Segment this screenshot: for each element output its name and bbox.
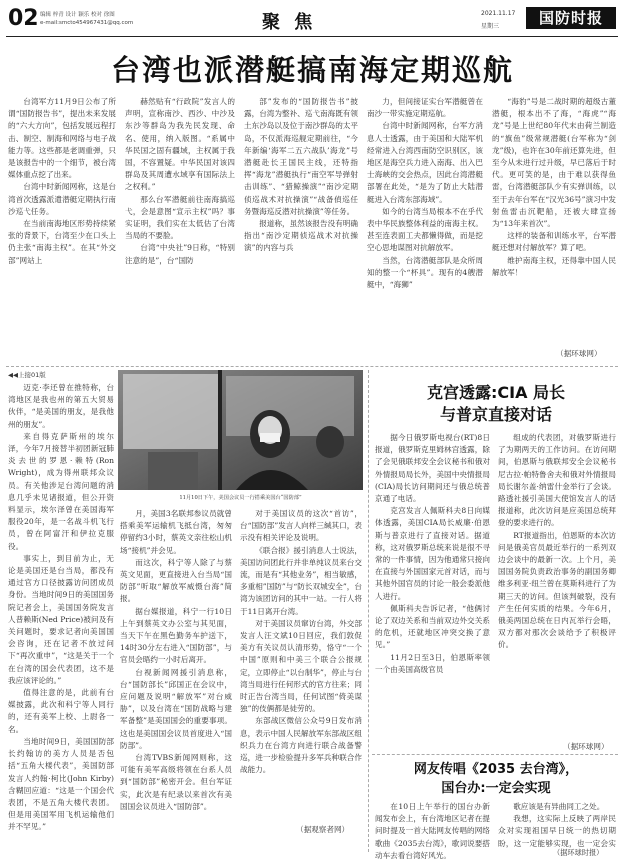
article-paragraph: 《联合报》援引消息人士说法，美国访问团此行并非单纯议员来台交流，而是有“其他业务”，相当敏感，多重相”国防”与“防长双城安全”，台湾为该团访问的其中一站。一行人将于11日离开台湾。 bbox=[240, 545, 362, 616]
story2-col-2 bbox=[498, 432, 616, 740]
article-paragraph: 力，但间接证实台军潜艇曾在南沙一带实施定期巡航。 bbox=[367, 97, 483, 119]
article-paragraph: 赫然贴有“行政院”发言人的声明，宣称南沙、西沙、中沙及东沙等群岛为我先民发现、命名、使用，纳入版图。“系属中华民国之固有疆域，主权属于我国，不容置疑。中华民国对该四群岛及其周遭水域享有国际法上之权利。” bbox=[125, 97, 235, 192]
page-number: 02 bbox=[8, 6, 39, 31]
continued-tag: ◀◀上接01版 bbox=[8, 371, 46, 379]
article-paragraph: 报道称，虽然该报告没有明确指出“南沙定期侦巡战术对抗操演”的内容与兵 bbox=[244, 219, 358, 253]
top-story-col-3 bbox=[244, 96, 358, 362]
article-paragraph: 组成的代表团，对俄罗斯进行了为期两天的工作访问。在访问期间，伯恩斯与俄联邦安全会议秘书尼古拉·帕特鲁舍夫和俄对外情报局局长谢尔盖·纳雷什金举行了会谈。路透社援引美国大使馆发言人的话报道称，此次访问是应美国总统拜登的要求进行的。 bbox=[498, 433, 616, 528]
article-paragraph: 迈克·李还曾在推特称，台湾地区是我也州的第五大贸易伙伴，“是美国的朋友，是我他州的朋友”。 bbox=[8, 383, 114, 429]
top-story-rule bbox=[6, 366, 618, 367]
article-paragraph: 台湾TVBS新闻网则称，这可能有美军高级将领在台系人员到“国防部”秘密开会。但台军证实，此次是有纪录以来首次有美国国会议员进入“国防部”。 bbox=[120, 753, 232, 811]
editors-line: 编辑 梓青 设计 颖乐 校对 徐图 bbox=[40, 12, 115, 18]
article-paragraph: 值得注意的是，此前有台媒披露，此次和科宁等人同行的，还有美军上校、上尉各一名。 bbox=[8, 688, 114, 734]
top-story-col-1 bbox=[8, 96, 116, 362]
article-paragraph: 据台媒报道，科宁一行10日上午到蔡英文办公室与其见面，当天下午在黑色勤务车护送下，14时30分左右进入“国防部”，与官员会晤约一小时后离开。 bbox=[120, 606, 232, 665]
article-paragraph: 东部战区微信公众号9日发布消息，表示中国人民解放军东部战区组织兵力在台湾方向进行联合战备警巡，进一步检验提升多军兵种联合作战能力。 bbox=[240, 716, 362, 775]
issue-weekday: 星期三 bbox=[481, 23, 500, 30]
article-paragraph: 在10日上午举行的国台办新闻发布会上，有台湾地区记者在提问时提及一首大陆网友传唱的网络歌曲《2035去台湾》，歌词说要搭动车去看台湾好风光。 bbox=[375, 802, 490, 859]
story3-headline-line-1: 网友传唱《2035 去台湾》， bbox=[413, 762, 579, 777]
article-paragraph: 台湾中时新闻网称，这是台湾首次透露派遣潜艇定期执行南沙巡弋任务。 bbox=[8, 182, 116, 216]
article-paragraph: 克宫发言人佩斯科夫8日向媒体透露，美国CIA局长威廉·伯恩斯与普京进行了直接对话。据道称，这对俄罗斯总统来说是很不寻常的一件事情，因为他通常只接向在直接与外国国家元首对话，而与其他外国官员的讨论一般会委派他人进行。 bbox=[375, 506, 490, 601]
photo-caption: 11月10日下午，美国会议员一行搭乘美国台“国防部” bbox=[179, 495, 302, 501]
continued-col-1 bbox=[8, 382, 114, 834]
story2-col-1 bbox=[375, 432, 490, 752]
article-paragraph: 当然，台湾潜艇部队是众所周知的整一个“杯具”。现有的4艘潜艇中，“海狮” bbox=[367, 255, 483, 290]
article-paragraph: 月，美国3名联邦参议员就曾搭乘美军运输机飞抵台湾，匆匆停留约3小时，蔡英文亲往松山机场“接机”并会见。 bbox=[120, 509, 232, 555]
story2-headline-line-2: 与普京直接对话 bbox=[439, 405, 552, 424]
article-paragraph: 来自得克萨斯州的埃尔泽，今年7月接替半初团新冠肺炎去世的罗恩·赖特(Ron Wright)，成为得州联邦众议员。有关他涉足台湾问题的消息几乎未见诸报道，但公开资料显示，埃尔泽曾在美国海军服役20年，是一名战斗机飞行员，曾在阿富汗和伊拉克服役。 bbox=[8, 431, 114, 551]
main-headline: 台湾也派潜艇搞南海定期巡航 bbox=[110, 53, 514, 87]
article-paragraph: 我想，这实际上反映了两岸民众对实现祖国早日统一的热切期盼，这一定能够实现，也一定会实 bbox=[498, 814, 616, 848]
article-paragraph: 台湾军方11月9日公布了所谓“国防报告书”，提出未来发展的“六大方向”，包括发展远程打击、制空、制海和网络与电子战能力等。这些都是老调重弹，只是该报告中的一个细节，被台湾媒体重点挖了出来。 bbox=[8, 97, 116, 180]
continued-col-2 bbox=[120, 508, 232, 834]
story3-col-1 bbox=[375, 801, 490, 859]
story2-source: （据环球网） bbox=[563, 742, 609, 751]
story2-rule bbox=[372, 754, 618, 755]
top-story-col-5 bbox=[492, 96, 616, 348]
paper-logo bbox=[526, 7, 616, 29]
top-story-col-2 bbox=[125, 96, 235, 362]
article-paragraph: 台视新闻网援引消息称，台“国防部长”邱国正在会议中，应问题及说明“解放军”对台威胁”，以及台湾在“国防战略与建军备整”是美国国会的重要事项。这也是美国国会议员首度进入“国防部”。 bbox=[120, 667, 232, 750]
story3-col-2 bbox=[498, 801, 616, 849]
article-paragraph: 那么台军潜艇前往南海搞巡弋，会是意图“宣示主权”吗？事实证明，我们实在太低估了台湾当局的不要脸。 bbox=[125, 194, 235, 241]
article-paragraph: 对于美国议员的这次“首访”，台“国防部”发言人向样三缄其口，表示没有相关评论及说明。 bbox=[240, 509, 362, 543]
top-story-source: （据环球网） bbox=[556, 349, 602, 358]
story2-headline bbox=[374, 382, 618, 426]
story3-headline-line-2: 国台办:一定会实现 bbox=[441, 781, 551, 796]
article-paragraph: 佩斯科夫告诉记者，“他俩讨论了双边关系和当前双边外交关系的危机，还就地区冲突交换了意见。” bbox=[375, 603, 490, 650]
issue-date: 2021.11.17 bbox=[481, 10, 516, 17]
article-paragraph: 当地时间9日，美国国防部长约翰访的美方人员是否包括“五角大楼代表”，美国防部发言人约翰·柯比(John Kirby)含糊回应道：“这是一个国会代表团，不是五角大楼代表团。但是用美国军用飞机运输他们并不罕见。” bbox=[8, 736, 114, 832]
news-photo bbox=[118, 370, 363, 490]
article-paragraph: 11月2日至3日，伯恩斯率领一个由美国高级官员 bbox=[375, 652, 490, 674]
article-paragraph: 如今的台湾当局根本不在乎代表中华民族整体利益的南海主权。甚至连表面工夫都懒得做，而是挖空心思地谋图对抗解放军。 bbox=[367, 206, 483, 253]
section-title: 聚 焦 bbox=[262, 12, 317, 33]
continued-source: （据观察者网） bbox=[296, 825, 350, 834]
article-paragraph: “海豹”号是二战时期的超级古董潜艇，根本出不了海，“海虎”“海龙”号是上世纪80年代末由荷兰制造的“旗鱼”级常规潜艇(台军称为“剑龙”级)，也许在30年前还算先进，但至今从未进行过升级，早已落后于时代。更可笑的是，由于难以获得鱼雷，台湾潜艇部队少有实弹训练，以至于去年台军在“汉光36号”演习中发射鱼雷击沉靶船，还被大肆宣扬为“13年来首次”。 bbox=[492, 97, 616, 229]
article-paragraph: 台湾中时新闻网称，台军方消息人士透露，由于美国和大陆军机经常进入台湾西南防空识别区，该地区是海空兵力进入南海、出入巴士海峡的交会热点，因此台湾潜艇部署在此处，“是为了防止大陆潜艇进入台湾东部海域”。 bbox=[367, 121, 483, 204]
article-paragraph: 歌应该是有异曲同工之处。 bbox=[513, 802, 605, 811]
email: e-mail:smcto454967431@qq.com bbox=[40, 20, 134, 26]
article-paragraph: RT报道指出，伯恩斯的本次访问是俄美官员最近举行的一系列双边会谈中的最新一次。上个月，美国国务院负责政治事务的副国务卿维多利亚·纽兰曾在莫斯科进行了为期三天的访问。但该判破裂，没有产生任何实质的结果。今年6月，俄美两国总统在日内瓦举行会晤，双方都对那次会谈给予了积极评价。 bbox=[498, 530, 616, 650]
article-paragraph: 对于美国议员窜访台湾，外交部发言人汪文斌10日回应，我们敦促美方有关议员认清形势，恪守“一个中国”原则和中美三个联合公报规定，立即停止“以台制华”，停止与台湾当局进行任何形式的官方往来；同时正告台湾当局，任何试图“倚美谋独”的伎俩都是徒劳的。 bbox=[240, 618, 362, 714]
article-paragraph: 事实上，到目前为止，无论是美国还是台当局，都没有通过官方口径披露访问团成员身份。当地时间9日的美国国务院记者会上，美国国务院发言人普赖斯(Ned Price)被问及有关问题时，要求记者向美国国会咨询，还在记者不放过问下“再次重申”，“这是关于一个在台湾的国会代表团，这不是我应该评论的。” bbox=[8, 553, 114, 685]
story3-headline bbox=[374, 760, 618, 798]
article-paragraph: 台湾“中央社”9日称，“特别注意的是”，台“国防 bbox=[125, 243, 235, 265]
story3-source: （据环球时报） bbox=[553, 848, 604, 857]
article-paragraph: 这样的装备和训练水平，台军潜艇还想对付解放军？算了吧。 bbox=[492, 231, 616, 253]
article-paragraph: 维护南海主权，还得靠中国人民解放军！ bbox=[492, 255, 616, 277]
article-paragraph: 部”发布的“国防报告书”披露，台湾为整补、巡弋南海既有领土东沙岛以及位于南沙群岛的太平岛，不仅派海巡舰定期前往，“今年新编‘海军二五六战队’海龙”号潜艇赴长王国民主线，还特指挥“海龙”潜艇执行“南空军导弹射击训练”、“猎鲸操演”“南沙定期侦巡战术对抗操演”“战备偵巡任务暨海巡反潜对抗操演”等任务。 bbox=[244, 97, 358, 216]
article-paragraph: 在当前南海地区形势持续紧张的背景下，台湾至少在口头上仍主张“南海主权”。在其“外交部”网站上 bbox=[8, 219, 116, 265]
paper-name: 国防时报 bbox=[538, 9, 603, 27]
article-paragraph: 而这次，科宁等人除了与蔡英文见面，更直接进入台当局“国防部”听取“解放军威慑台海”简报。 bbox=[120, 557, 232, 604]
story2-headline-line-1: 克宫透露:CIA 局长 bbox=[426, 383, 566, 402]
column-divider bbox=[368, 370, 369, 852]
top-story-col-4 bbox=[367, 96, 483, 362]
article-paragraph: 据今日俄罗斯电视台(RT)8日报道，俄罗斯克里姆林宫透露，除了会见俄联邦安全会议秘书和俄对外情报局局长外，美国中央情报局(CIA)局长访问期间还与俄总统普京通了电话。 bbox=[375, 433, 490, 504]
continued-col-3 bbox=[240, 508, 362, 822]
masthead-rule bbox=[6, 36, 618, 37]
